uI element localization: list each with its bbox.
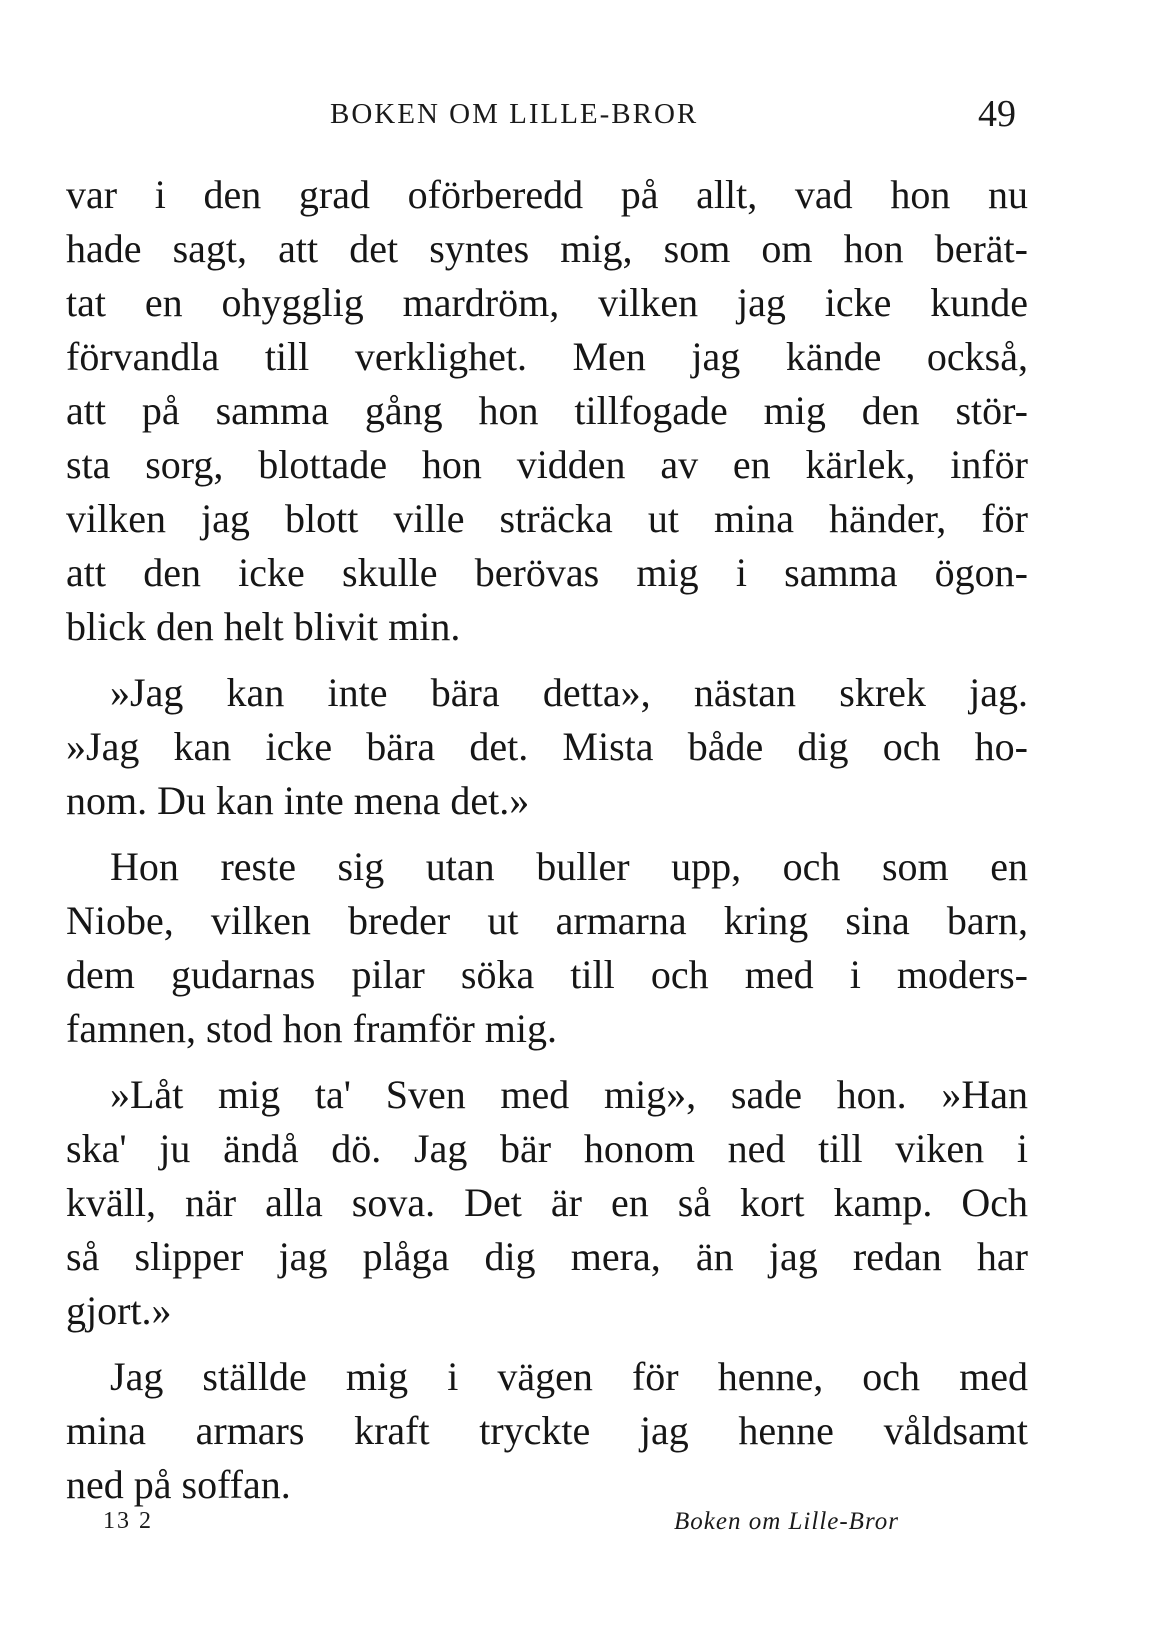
text-line: dem gudarnas pilar söka till och med i moders-	[66, 952, 1028, 997]
text-line: Jag ställde mig i vägen för henne, och med	[110, 1354, 1028, 1399]
body-text	[66, 168, 1028, 1512]
page-footer	[0, 1508, 1168, 1548]
text-line: att på samma gång hon tillfogade mig den stör-	[66, 388, 1028, 433]
text-line: »Låt mig ta' Sven med mig», sade hon. »Han	[110, 1072, 1028, 1117]
running-head	[0, 92, 1168, 142]
text-line: så slipper jag plåga dig mera, än jag redan har	[66, 1234, 1028, 1279]
text-line: nom. Du kan inte mena det.»	[66, 778, 530, 823]
text-line: Hon reste sig utan buller upp, och som en	[110, 844, 1028, 889]
paragraph-gap	[66, 828, 1028, 840]
paragraph-gap	[66, 1056, 1028, 1068]
paragraph-gap	[66, 654, 1028, 666]
text-line: gjort.»	[66, 1288, 172, 1333]
printer-signature-mark: 13 2	[103, 1508, 153, 1534]
text-line: »Jag kan inte bära detta», nästan skrek jag.	[110, 670, 1028, 715]
running-title: BOKEN OM LILLE-BROR	[330, 98, 699, 130]
text-line: ned på soffan.	[66, 1462, 291, 1507]
text-line: sta sorg, blottade hon vidden av en kärlek, inför	[66, 442, 1028, 487]
text-line: hade sagt, att det syntes mig, som om hon berät-	[66, 226, 1028, 271]
text-line: »Jag kan icke bära det. Mista både dig och ho-	[66, 724, 1028, 769]
footer-book-title: Boken om Lille-Bror	[674, 1508, 899, 1535]
paragraph-gap	[66, 1338, 1028, 1350]
text-line: förvandla till verklighet. Men jag kände också,	[66, 334, 1028, 379]
text-line: var i den grad oförberedd på allt, vad hon nu	[66, 172, 1028, 217]
text-line: ska' ju ändå dö. Jag bär honom ned till viken i	[66, 1126, 1028, 1171]
text-line: kväll, när alla sova. Det är en så kort kamp. Och	[66, 1180, 1028, 1225]
text-line: blick den helt blivit min.	[66, 604, 461, 649]
text-line: mina armars kraft tryckte jag henne våldsamt	[66, 1408, 1028, 1453]
text-line: tat en ohygglig mardröm, vilken jag icke kunde	[66, 280, 1028, 325]
text-line: Niobe, vilken breder ut armarna kring sina barn,	[66, 898, 1028, 943]
text-line: famnen, stod hon framför mig.	[66, 1006, 557, 1051]
text-line: att den icke skulle berövas mig i samma ögon-	[66, 550, 1028, 595]
text-line: vilken jag blott ville sträcka ut mina händer, för	[66, 496, 1028, 541]
page-number: 49	[978, 93, 1016, 135]
